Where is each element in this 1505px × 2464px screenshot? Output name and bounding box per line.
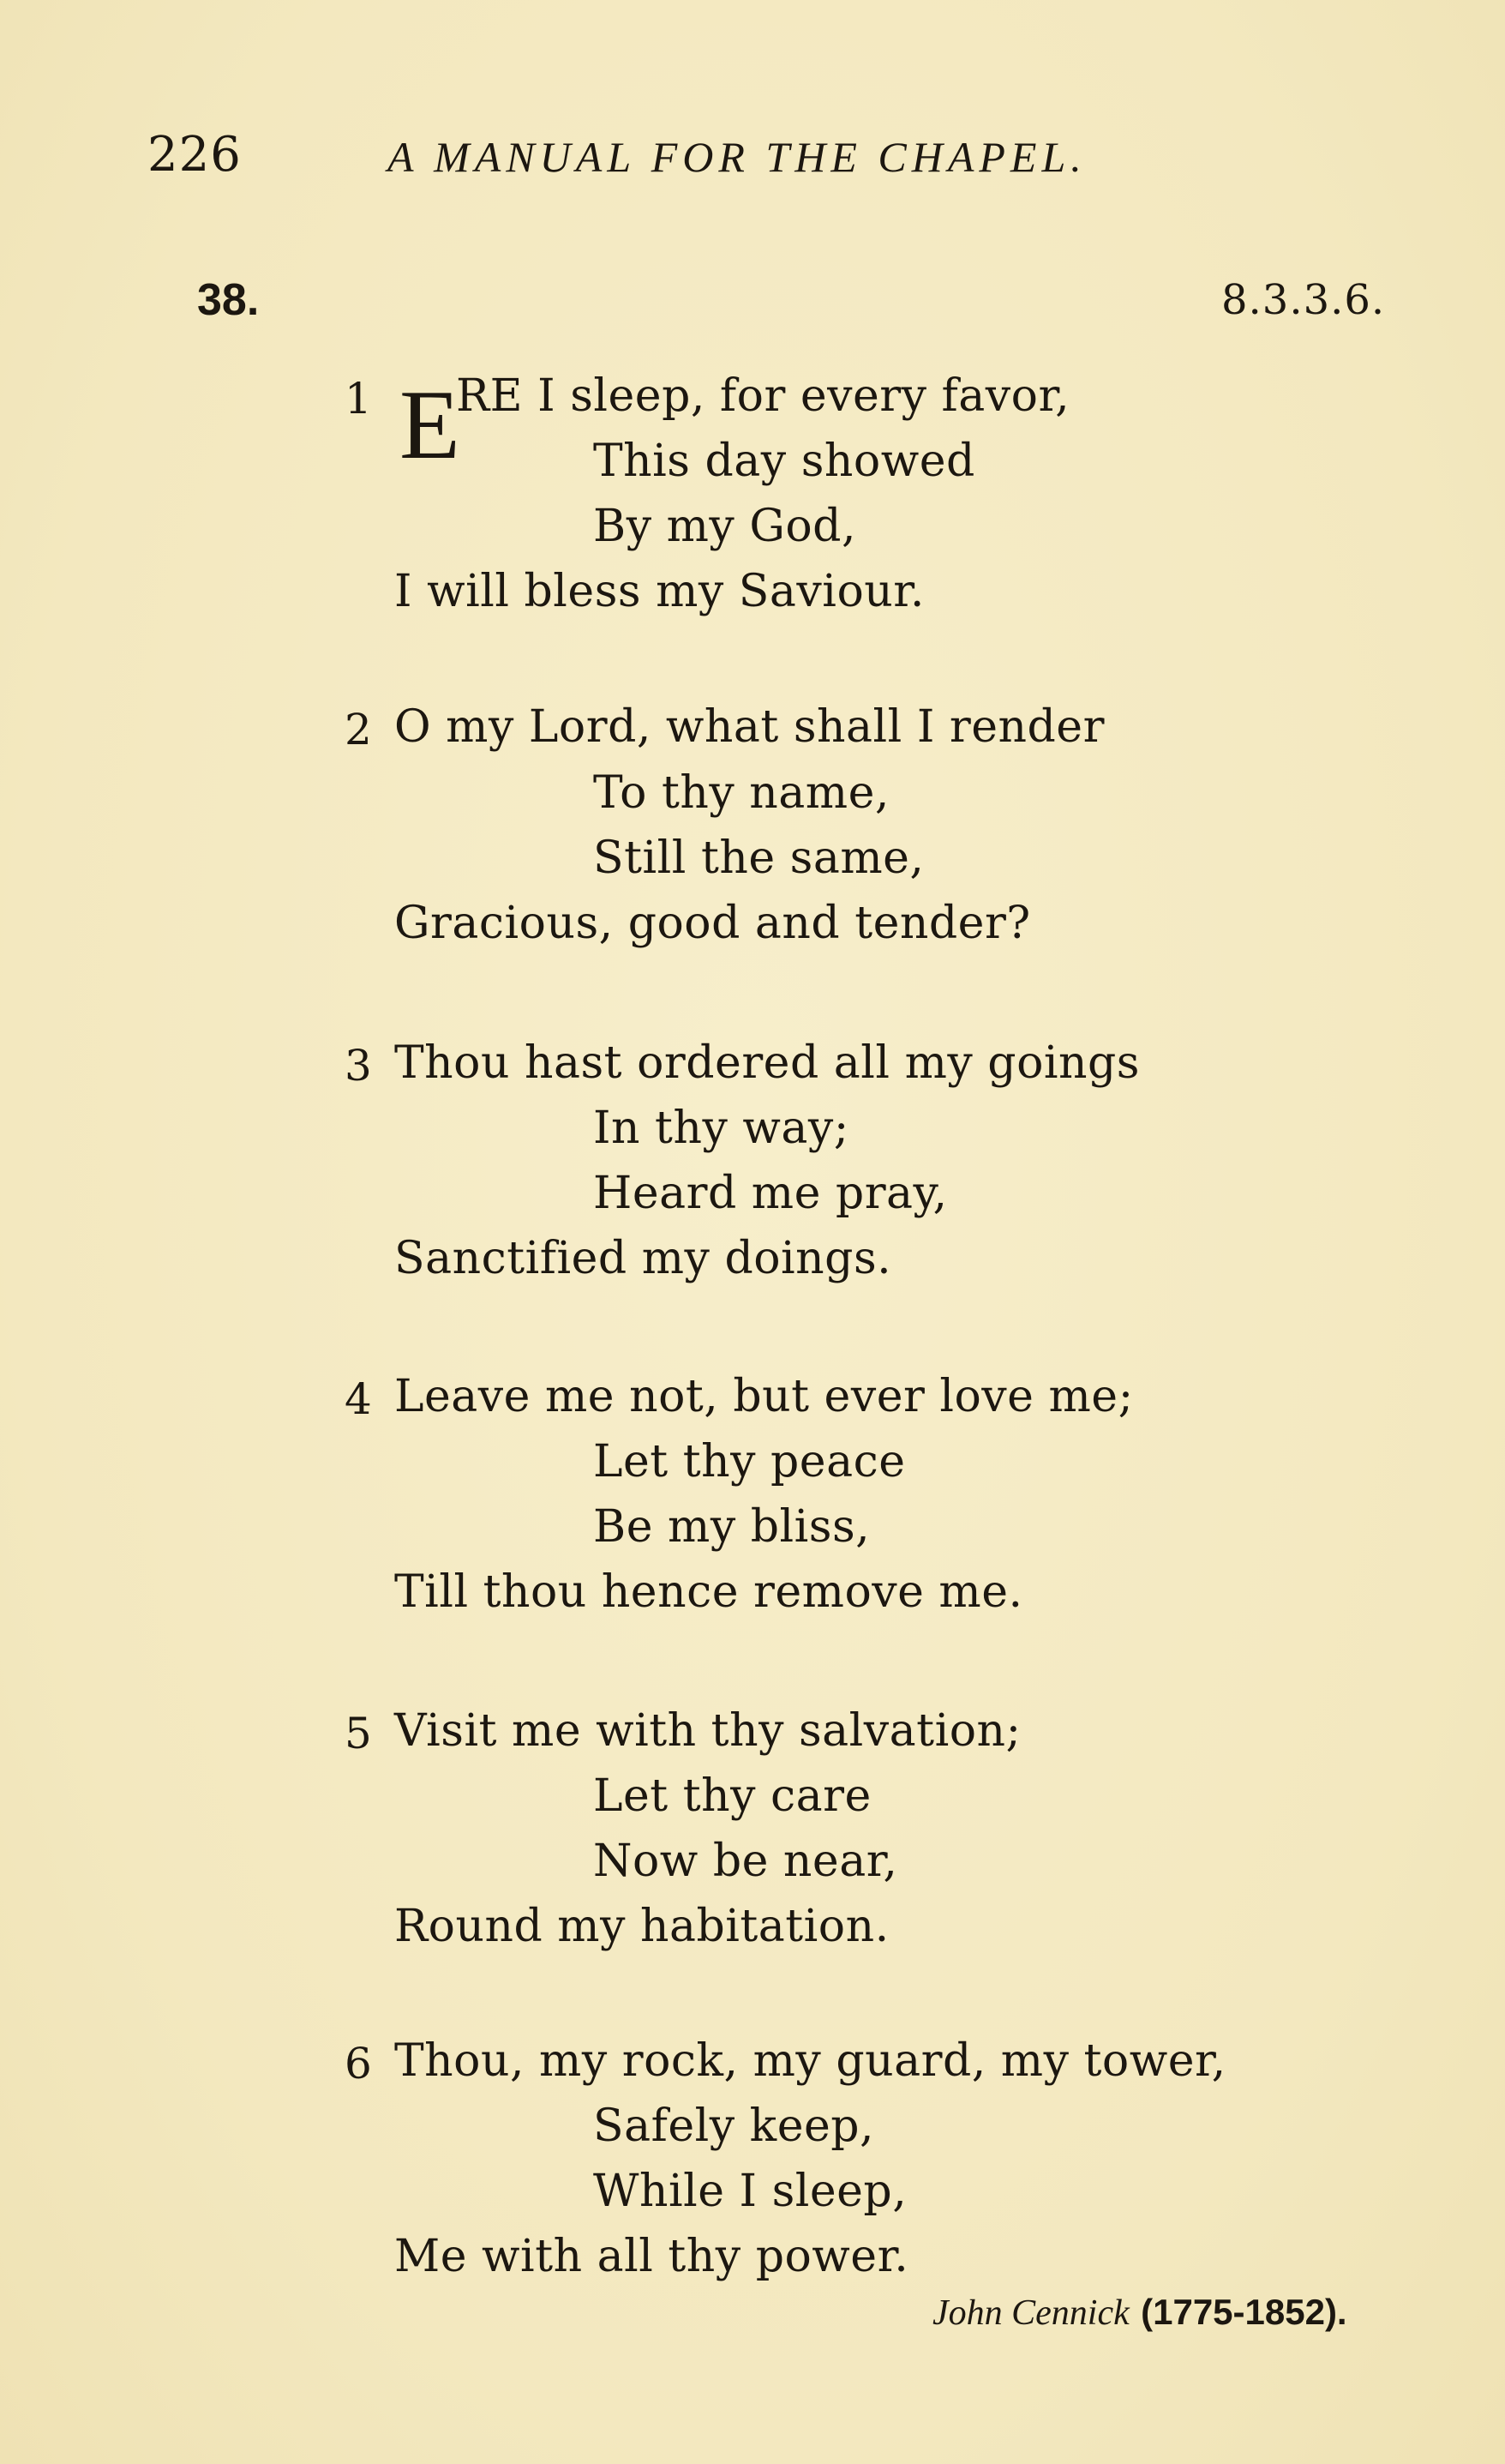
verse-number: 3 bbox=[345, 1041, 373, 1091]
stanza-line: To thy name, bbox=[593, 767, 890, 819]
verse-number: 4 bbox=[345, 1374, 373, 1424]
stanza-line: Let thy peace bbox=[593, 1436, 906, 1487]
stanza-line: O my Lord, what shall I render bbox=[394, 701, 1105, 753]
verse-number: 6 bbox=[345, 2039, 373, 2088]
hymn-number: 38. bbox=[197, 275, 260, 325]
author-attribution bbox=[932, 2291, 1347, 2334]
stanza-line: This day showed bbox=[593, 436, 975, 487]
stanza-line: Heard me pray, bbox=[593, 1168, 948, 1219]
stanza-line: Let thy care bbox=[593, 1770, 872, 1822]
stanza-line: While I sleep, bbox=[593, 2166, 908, 2217]
page-header bbox=[0, 127, 1505, 187]
author-name: John Cennick bbox=[932, 2293, 1130, 2333]
stanza-line: Leave me not, but ever love me; bbox=[394, 1371, 1134, 1422]
stanza-line: I will bless my Saviour. bbox=[394, 566, 925, 617]
stanza-line: Me with all thy power. bbox=[394, 2231, 909, 2282]
verse-number: 5 bbox=[345, 1709, 373, 1758]
stanza-line: Visit me with thy salvation; bbox=[394, 1705, 1022, 1757]
stanza-line: Thou, my rock, my guard, my tower, bbox=[394, 2035, 1226, 2087]
author-dates: (1775-1852). bbox=[1141, 2292, 1347, 2332]
stanza-line: Safely keep, bbox=[593, 2100, 875, 2152]
stanza-line: RE I sleep, for every favor, bbox=[456, 370, 1070, 422]
page-number: 226 bbox=[147, 127, 242, 183]
stanza-line: Till thou hence remove me. bbox=[394, 1566, 1023, 1618]
running-title: A MANUAL FOR THE CHAPEL. bbox=[387, 133, 1087, 181]
stanza-line: Gracious, good and tender? bbox=[394, 898, 1031, 949]
verse-number: 1 bbox=[345, 374, 373, 424]
stanza-line: By my God, bbox=[593, 501, 856, 552]
stanza-line: Sanctified my doings. bbox=[394, 1233, 892, 1284]
verse-number: 2 bbox=[345, 705, 373, 754]
stanza-line: Thou hast ordered all my goings bbox=[394, 1037, 1140, 1089]
drop-cap-letter: E bbox=[399, 370, 460, 480]
stanza-line: Now be near, bbox=[593, 1836, 898, 1887]
stanza-line: In thy way; bbox=[593, 1103, 849, 1154]
stanza-line: Round my habitation. bbox=[394, 1901, 890, 1952]
stanza-line: Still the same, bbox=[593, 832, 925, 884]
stanza-line: Be my bliss, bbox=[593, 1501, 871, 1553]
hymn-meter: 8.3.3.6. bbox=[1221, 276, 1386, 324]
